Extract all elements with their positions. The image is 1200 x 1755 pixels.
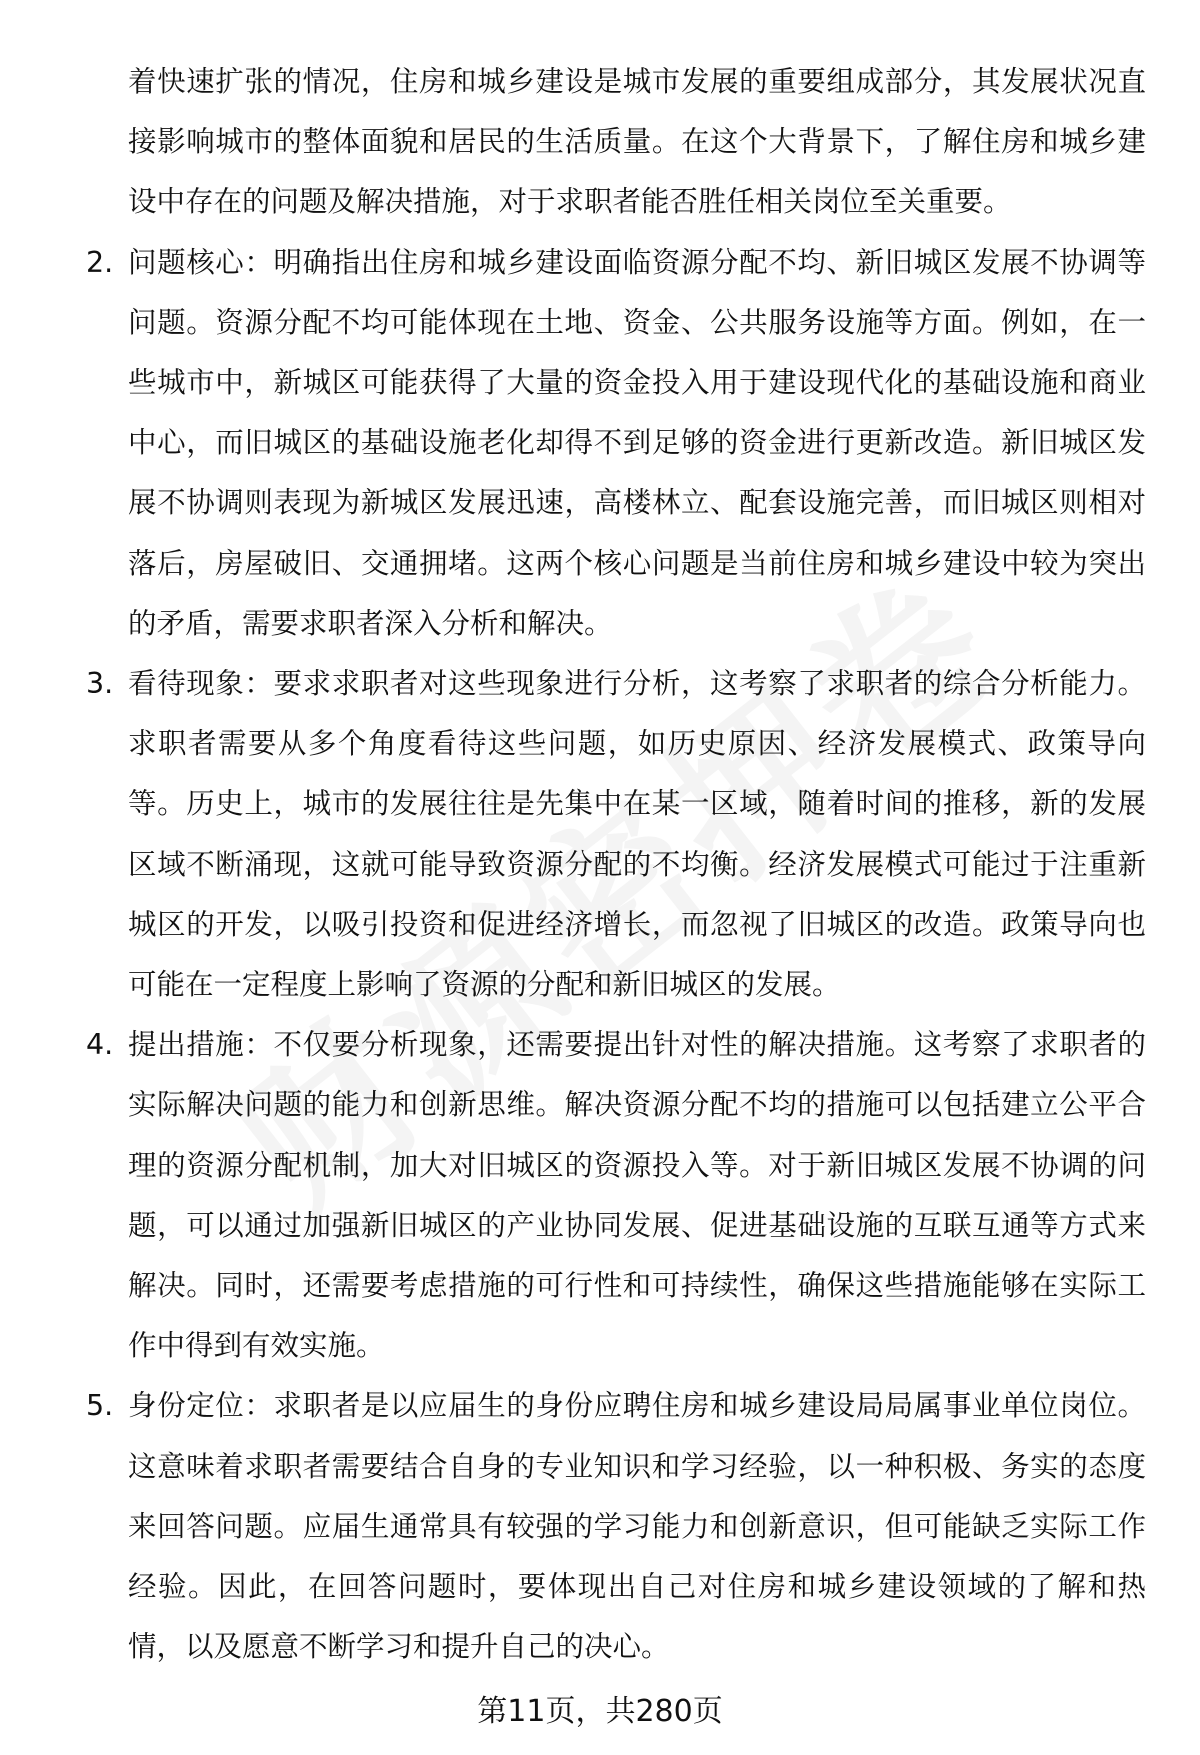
list-item-number: 3. bbox=[86, 667, 114, 701]
list-item-number: 5. bbox=[86, 1389, 114, 1423]
list-item bbox=[86, 654, 1146, 1015]
page-number-footer: 第11页，共280页 bbox=[477, 1694, 723, 1729]
list-item bbox=[86, 1376, 1146, 1677]
intro-continuation: 着快速扩张的情况，住房和城乡建设是城市发展的重要组成部分，其发展状况直接影响城市的整体面貌和居民的生活质量。在这个大背景下，了解住房和城乡建设中存在的问题及解决措施，对于求职者能否胜任相关岗位至关重要。 bbox=[128, 65, 1146, 219]
list-item bbox=[86, 233, 1146, 654]
list-item-text: 看待现象：要求求职者对这些现象进行分析，这考察了求职者的综合分析能力。求职者需要从多个角度看待这些问题，如历史原因、经济发展模式、政策导向等。历史上，城市的发展往往是先集中在某一区域，随着时间的推移，新的发展区域不断涌现，这就可能导致资源分配的不均衡。经济发展模式可能过于注重新城区的开发，以吸引投资和促进经济增长，而忽视了旧城区的改造。政策导向也可能在一定程度上影响了资源的分配和新旧城区的发展。 bbox=[128, 667, 1146, 1002]
list-item bbox=[86, 1015, 1146, 1376]
document-body bbox=[86, 52, 1146, 1677]
list-item-number: 2. bbox=[86, 245, 114, 279]
list-item-number: 4. bbox=[86, 1028, 114, 1062]
list-item-text: 问题核心：明确指出住房和城乡建设面临资源分配不均、新旧城区发展不协调等问题。资源分配不均可能体现在土地、资金、公共服务设施等方面。例如，在一些城市中，新城区可能获得了大量的资金投入用于建设现代化的基础设施和商业中心，而旧城区的基础设施老化却得不到足够的资金进行更新改造。新旧城区发展不协调则表现为新城区发展迅速，高楼林立、配套设施完善，而旧城区则相对落后，房屋破旧、交通拥堵。这两个核心问题是当前住房和城乡建设中较为突出的矛盾，需要求职者深入分析和解决。 bbox=[128, 245, 1146, 640]
list-item-text: 身份定位：求职者是以应届生的身份应聘住房和城乡建设局局属事业单位岗位。这意味着求职者需要结合自身的专业知识和学习经验，以一种积极、务实的态度来回答问题。应届生通常具有较强的学习能力和创新意识，但可能缺乏实际工作经验。因此，在回答问题时，要体现出自己对住房和城乡建设领域的了解和热情，以及愿意不断学习和提升自己的决心。 bbox=[128, 1389, 1146, 1664]
list-item-text: 提出措施：不仅要分析现象，还需要提出针对性的解决措施。这考察了求职者的实际解决问题的能力和创新思维。解决资源分配不均的措施可以包括建立公平合理的资源分配机制，加大对旧城区的资源投入等。对于新旧城区发展不协调的问题，可以通过加强新旧城区的产业协同发展、促进基础设施的互联互通等方式来解决。同时，还需要考虑措施的可行性和可持续性，确保这些措施能够在实际工作中得到有效实施。 bbox=[128, 1028, 1146, 1363]
